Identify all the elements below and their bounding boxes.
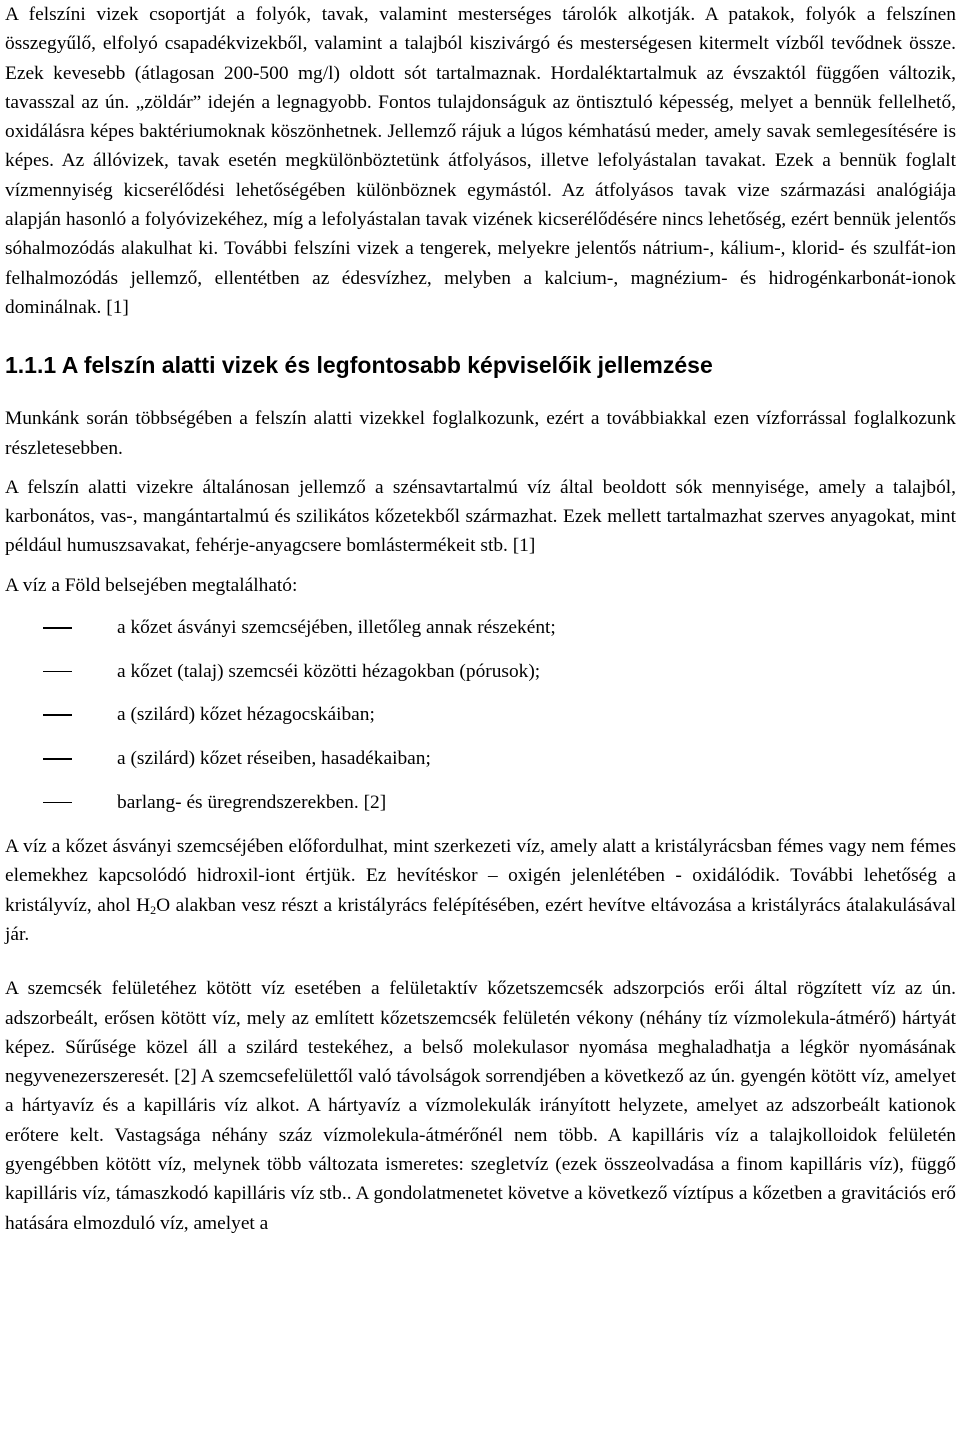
paragraph-general-properties: A felszín alatti vizekre általánosan jellemző a szénsavtartalmú víz által beoldott sók mennyisége, amely a talajból, karbonátos, vas-, mangántartalmú és szilikátos kőzetekből származhat. Ezek mellett tartalmazhat szerves anyagokat, mint például humuszsavakat, fehérje-anyagcsere bomlástermékeit stb. [1] <box>5 476 956 557</box>
list-item <box>5 657 956 686</box>
paragraph-text-part: O alakban vesz részt a kristályrács felépítésében, ezért hevítve eltávozása a kristályrács átalakulásával jár. <box>5 894 956 945</box>
water-location-list <box>5 613 956 817</box>
paragraph-structural-water <box>5 832 956 949</box>
dash-bullet-icon <box>43 758 72 760</box>
list-intro: A víz a Föld belsejében megtalálható: <box>5 574 298 596</box>
list-item-text: a (szilárd) kőzet réseiben, hasadékaiban; <box>117 748 431 770</box>
list-item-text: a kőzet (talaj) szemcséi közötti hézagokban (pórusok); <box>117 660 541 682</box>
subscript-two: 2 <box>150 902 157 917</box>
paragraph-bound-water: A szemcsék felületéhez kötött víz esetében a felületaktív kőzetszemcsék adszorpciós erői által rögzített víz az ún. adszorbeált, erősen kötött víz, mely az említett kőzetszemcsék felületén vékony (néhány tíz vízmolekula-átmérő) hártyát képez. Sűrűsége közel áll a szilárd testekéhez, a belső molekulasor nyomása meghaladhatja a légkör nyomásának negyvenezerszeresét. [2] A szemcsefelülettől való távolságok sorrendjében a következő az ún. gyengén kötött víz, amelyet a hártyavíz és a kapilláris víz alkot. A hártyavíz a vízmolekulák irányított helyzete, amelyet az adszorbeált kationok erőtere kelt. Vastagsága néhány száz vízmolekula-átmérőnél nem több. A kapilláris víz a talajkolloidok felületén gyengébben kötött víz, melynek több változata ismeretes: szegletvíz (ezek összeolvadása a finom kapilláris víz), függő kapilláris víz, támaszkodó kapilláris víz stb.. A gondolatmenetet követve a következő víztípus a kőzetben a gravitációs erő hatására elmozduló víz, amelyet a <box>5 978 956 1234</box>
list-item <box>5 744 956 773</box>
list-item <box>5 700 956 729</box>
document-page <box>5 0 956 1238</box>
list-item-text: barlang- és üregrendszerekben. [2] <box>117 791 387 813</box>
paragraph-surface-waters: A felszíni vizek csoportját a folyók, tavak, valamint mesterséges tárolók alkotják. A patakok, folyók a felszínen összegyűlő, elfolyó csapadékvizekből, valamint a talajból kiszivárgó és mesterségesen kitermelt vízből tevődnek össze. Ezek kevesebb (átlagosan 200-500 mg/l) oldott sót tartalmaznak. Hordaléktartalmuk az évszaktól függően változik, tavasszal az ún. „zöldár” idején a legnagyobb. Fontos tulajdonságuk az öntisztuló képesség, melyet a bennük fellelhető, oxidálásra képes baktériumoknak köszönhetnek. Jellemző rájuk a lúgos kémhatású meder, amely savak semlegesítésére is képes. Az állóvizek, tavak esetén megkülönböztetünk átfolyásos, illetve lefolyástalan tavakat. Ezek a bennük foglalt vízmennyiség kicserélődési lehetőségében különböznek egymástól. Az átfolyásos tavak vize származási analógiája alapján hasonló a folyóvizekéhez, míg a lefolyástalan tavak vizének kicserélődésére nincs lehetőség, ezért bennük jelentős sóhalmozódás alakulhat ki. További felszíni vizek a tengerek, melyekre jelentős nátrium-, kálium-, klorid- és szulfát-ion felhalmozódás jellemző, ellentétben az édesvízhez, melyben a kalcium-, magnézium- és hidrogénkarbonát-ionok dominálnak. [1] <box>5 4 956 318</box>
dash-bullet-icon <box>43 671 72 673</box>
list-item <box>5 613 956 642</box>
paragraph-text-part: A víz a kőzet ásványi szemcséjében előfordulhat, mint szerkezeti víz, amely alatt a kristályrácsban fémes vagy nem fémes elemekhez kapcsolódó hidroxil-iont értjük. Ez hevítéskor – oxigén jelenlétében - oxidálódik. További lehetőség a kristályvíz, ahol H <box>5 836 956 916</box>
list-item-text: a (szilárd) kőzet hézagocskáiban; <box>117 704 375 726</box>
dash-bullet-icon <box>43 627 72 629</box>
paragraph-intro: Munkánk során többségében a felszín alatti vizekkel foglalkozunk, ezért a továbbiakkal ezen vízforrással foglalkozunk részletesebben. <box>5 408 956 459</box>
list-item-text: a kőzet ásványi szemcséjében, illetőleg annak részeként; <box>117 617 556 639</box>
dash-bullet-icon <box>43 714 72 716</box>
list-item <box>5 788 956 817</box>
section-heading: 1.1.1 A felszín alatti vizek és legfontosabb képviselőik jellemzése <box>5 352 713 379</box>
dash-bullet-icon <box>43 802 72 804</box>
